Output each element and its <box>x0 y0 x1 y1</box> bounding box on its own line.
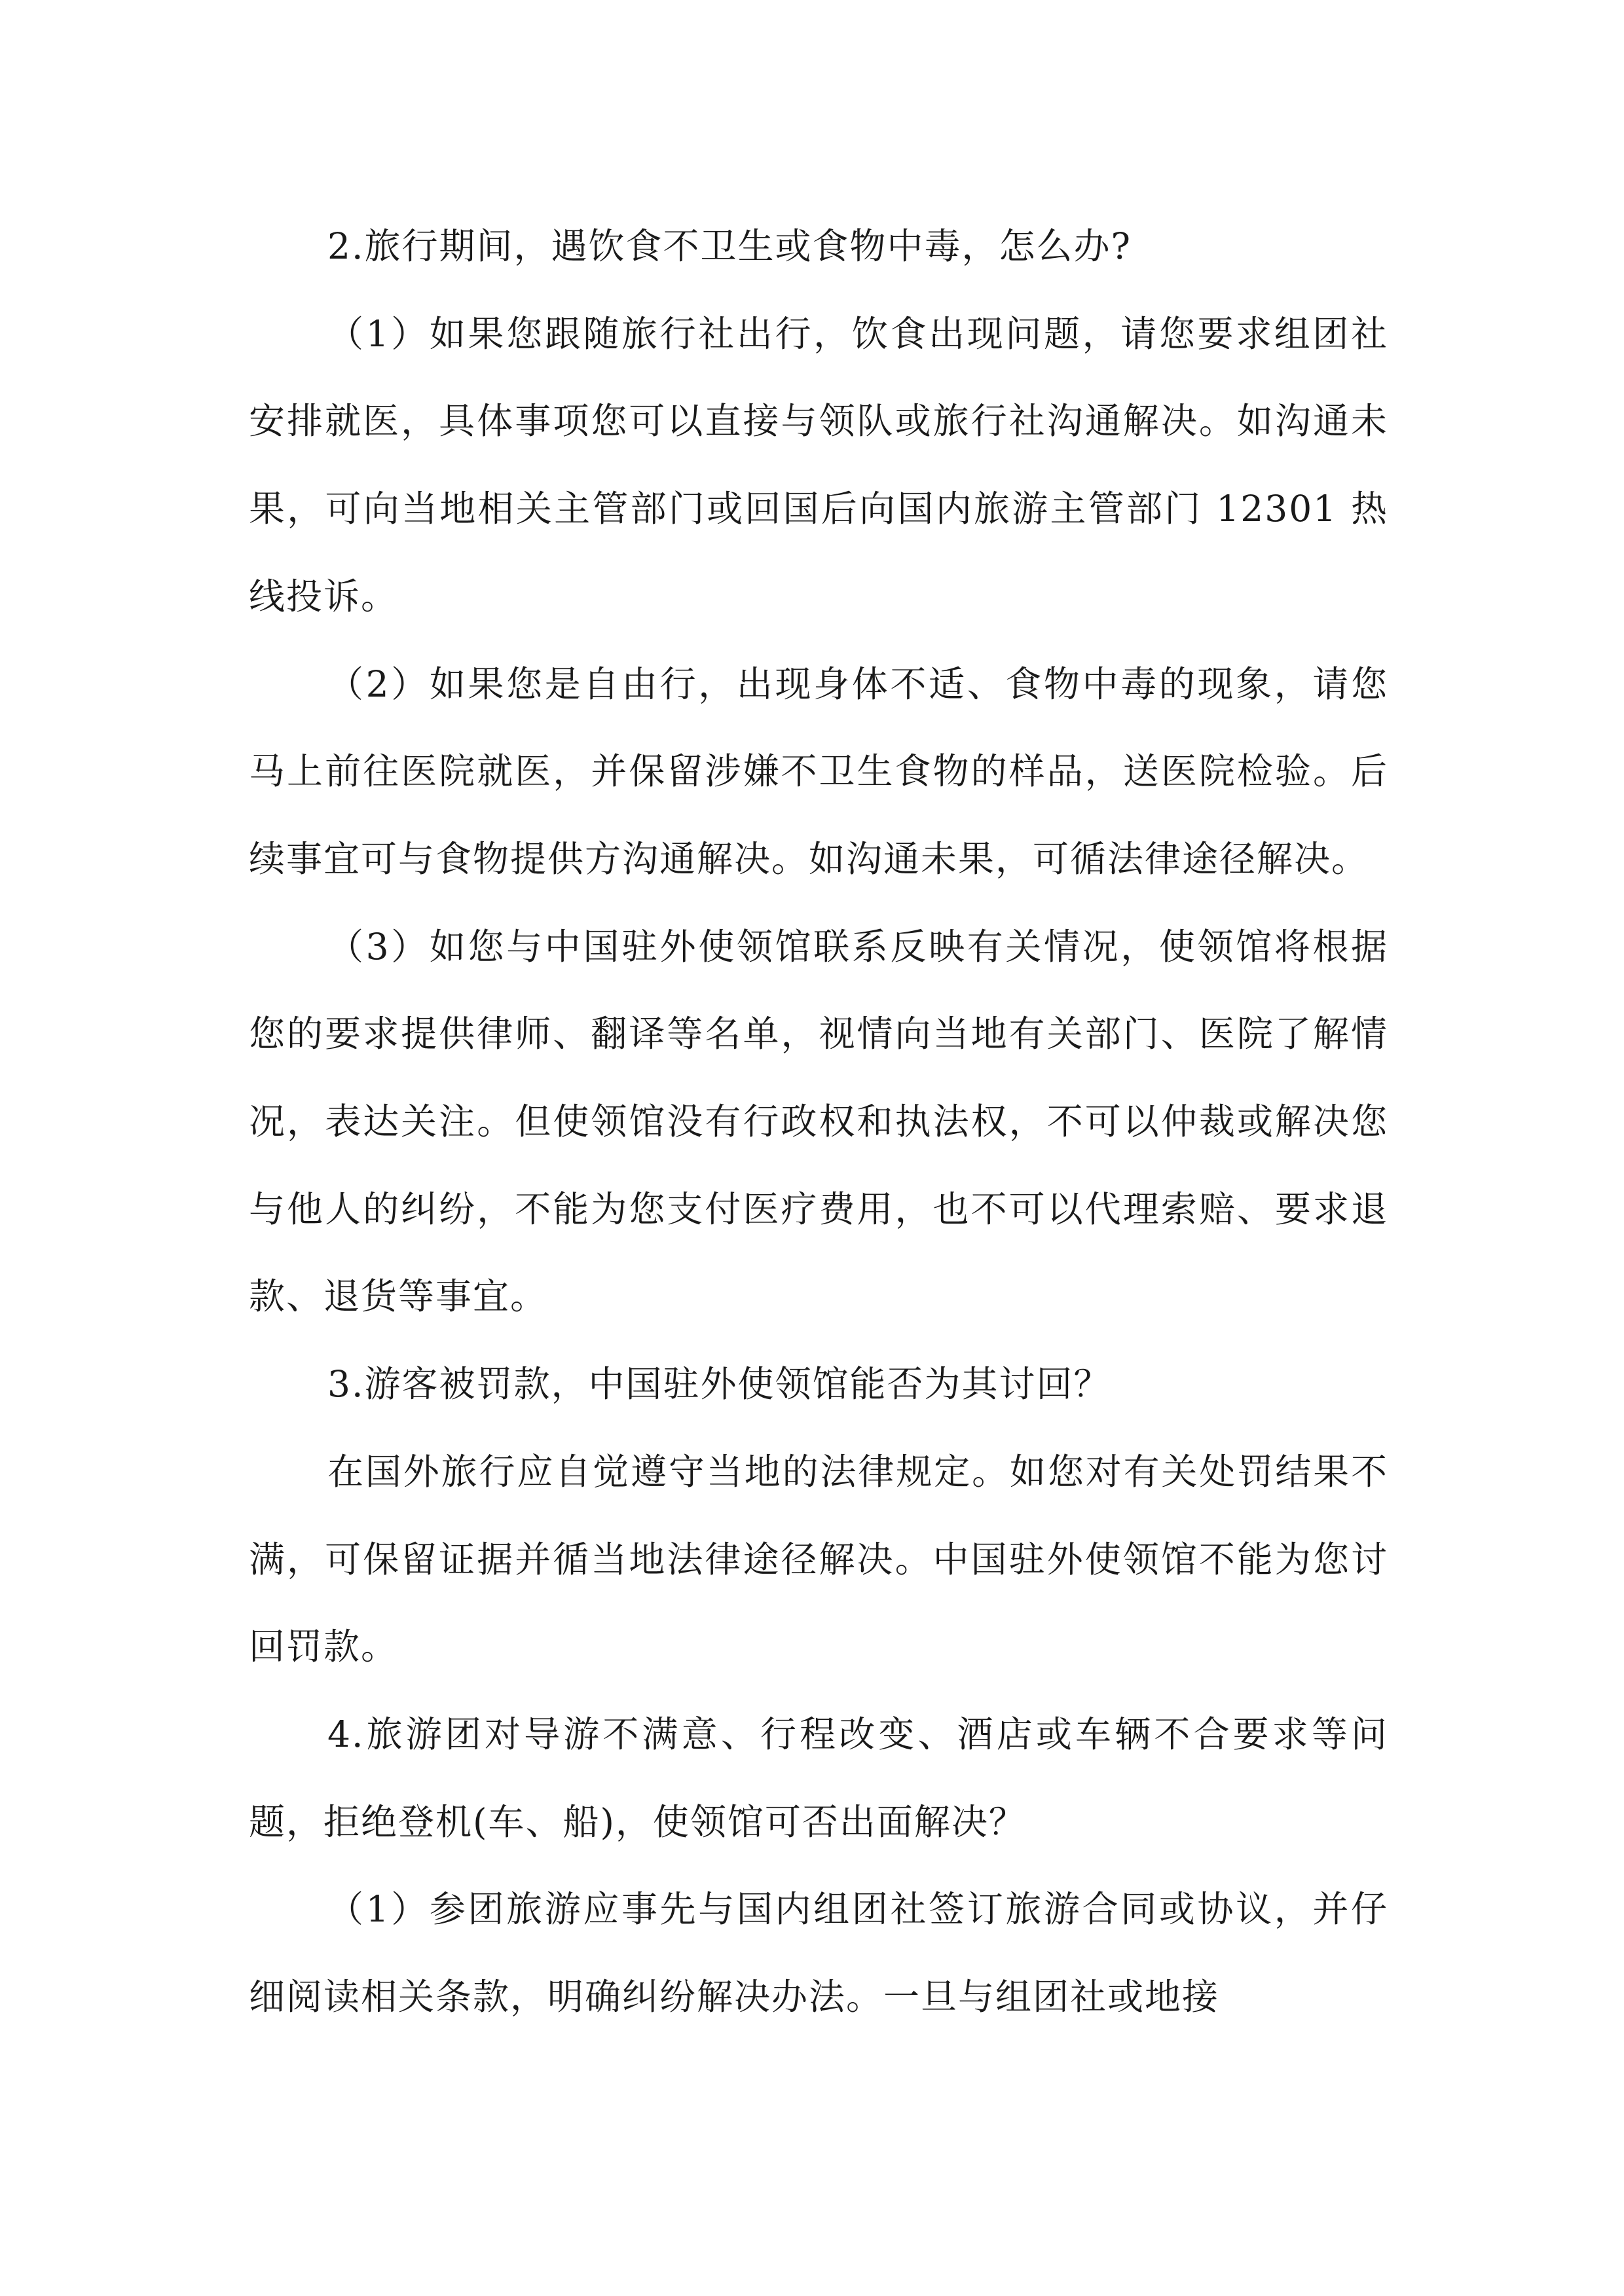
paragraph-q3-answer: 在国外旅行应自觉遵守当地的法律规定。如您对有关处罚结果不满，可保留证据并循当地法律途径解决。中国驻外使领馆不能为您讨回罚款。 <box>249 1450 1388 1668</box>
paragraph-q2-answer-2: （2）如果您是自由行，出现身体不适、食物中毒的现象，请您马上前往医院就医，并保留涉嫌不卫生食物的样品，送医院检验。后续事宜可与食物提供方沟通解决。如沟通未果，可循法律途径解决。 <box>249 663 1388 880</box>
paragraph-q4-heading: 4.旅游团对导游不满意、行程改变、酒店或车辆不合要求等问题，拒绝登机(车、船)，使领馆可否出面解决？ <box>249 1713 1388 1843</box>
paragraph-q2-answer-1: （1）如果您跟随旅行社出行，饮食出现问题，请您要求组团社安排就医，具体事项您可以直接与领队或旅行社沟通解决。如沟通未果，可向当地相关主管部门或回国后向国内旅游主管部门 12301 热线投诉。 <box>249 312 1388 617</box>
document-body <box>249 203 1388 2041</box>
paragraph-q3-heading: 3.游客被罚款，中国驻外使领馆能否为其讨回？ <box>327 1363 1111 1406</box>
paragraph-q2-answer-3: （3）如您与中国驻外使领馆联系反映有关情况，使领馆将根据您的要求提供律师、翻译等名单，视情向当地有关部门、医院了解情况，表达关注。但使领馆没有行政权和执法权，不可以仲裁或解决您与他人的纠纷，不能为您支付医疗费用，也不可以代理索赔、要求退款、退货等事宜。 <box>249 925 1388 1318</box>
paragraph-q4-answer-1: （1）参团旅游应事先与国内组团社签订旅游合同或协议，并仔细阅读相关条款，明确纠纷解决办法。一旦与组团社或地接 <box>249 1888 1388 2018</box>
paragraph-q2-heading: 2.旅行期间，遇饮食不卫生或食物中毒，怎么办? <box>327 225 1132 267</box>
